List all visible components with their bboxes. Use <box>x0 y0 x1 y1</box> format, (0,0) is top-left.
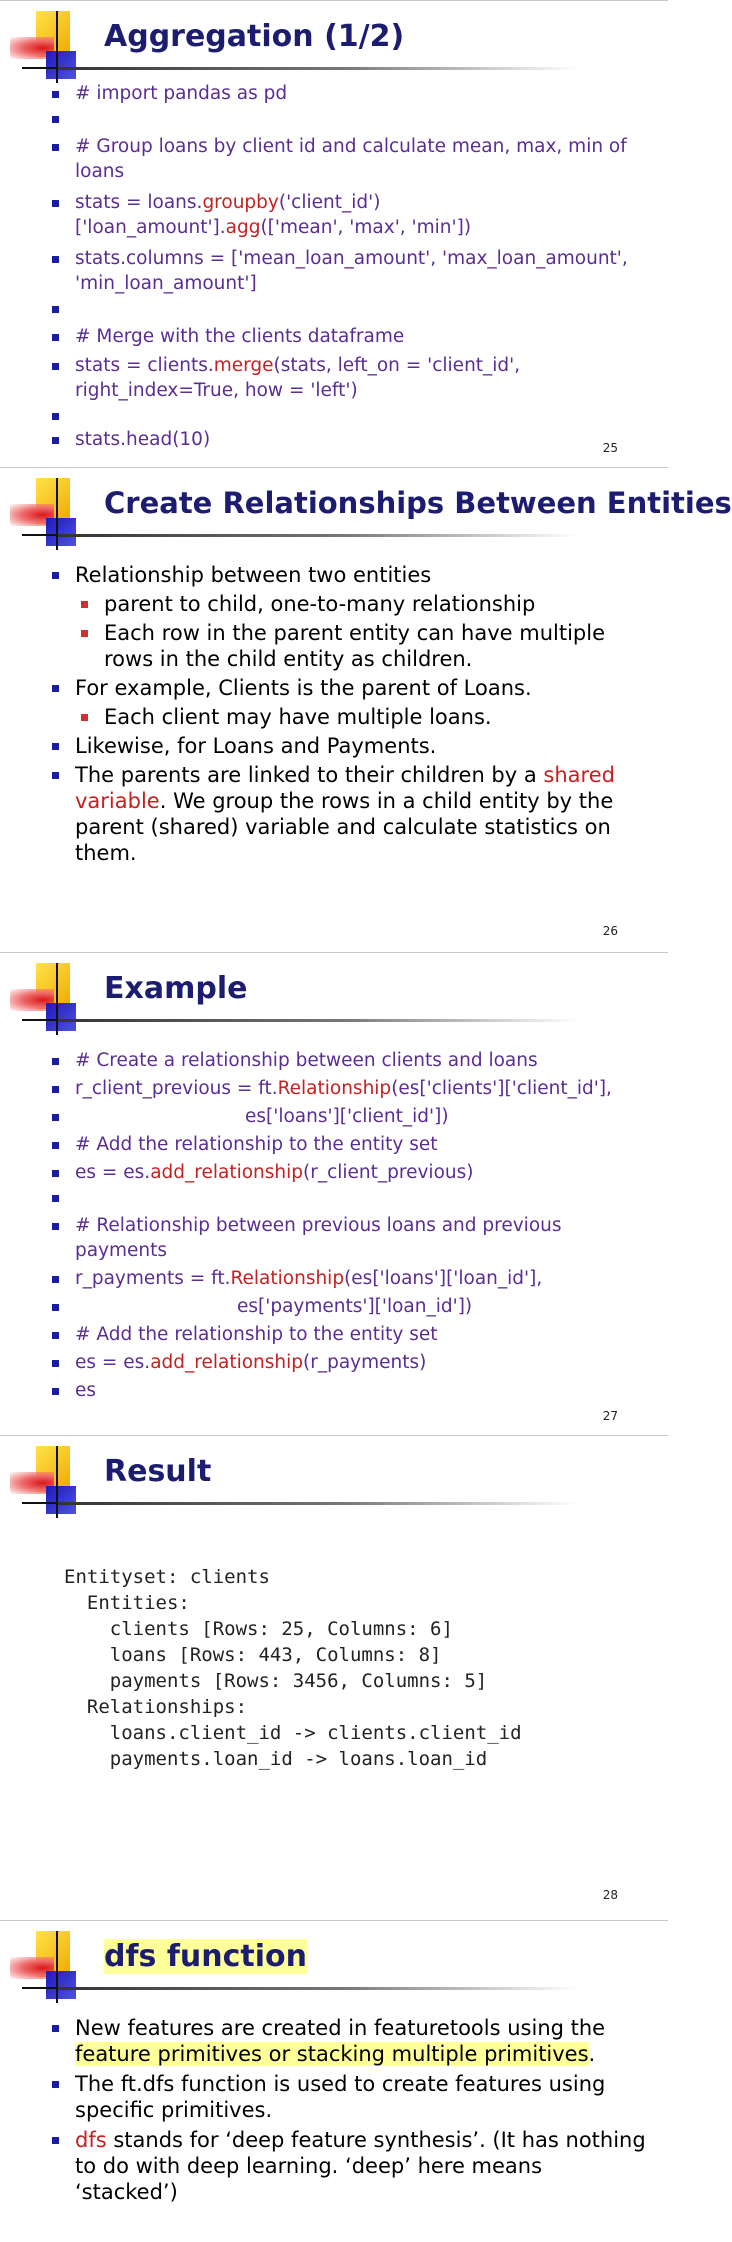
code-line: es = es.add_relationship(r_payments) <box>48 1350 646 1375</box>
slide-result <box>0 1436 668 1920</box>
slide-title: Result <box>104 1454 212 1489</box>
output-line: loans [Rows: 443, Columns: 8] <box>64 1644 442 1666</box>
code-line: es['payments']['loan_id']) <box>48 1294 646 1319</box>
code-list <box>48 1048 646 1403</box>
slide-title: Create Relationships Between Entities <box>104 486 732 520</box>
code-line: # Relationship between previous loans and previous payments <box>48 1213 646 1263</box>
output-line: payments [Rows: 3456, Columns: 5] <box>64 1670 488 1692</box>
slide-aggregation <box>0 1 668 467</box>
code-line: # import pandas as pd <box>48 81 646 106</box>
bullet: Likewise, for Loans and Payments. <box>48 733 646 759</box>
page-number: 25 <box>602 441 618 455</box>
output-line: loans.client_id -> clients.client_id <box>64 1722 522 1744</box>
title-underline <box>58 1019 578 1022</box>
page-number: 28 <box>602 1888 618 1902</box>
output-line: Entityset: clients <box>64 1566 270 1588</box>
sub-bullet: Each client may have multiple loans. <box>48 704 646 730</box>
bullet: Relationship between two entities <box>48 562 646 588</box>
slide-logo-icon <box>10 478 80 550</box>
page-number: 26 <box>602 924 618 938</box>
slide-logo-icon <box>10 11 80 83</box>
code-line: # Merge with the clients dataframe <box>48 324 646 349</box>
bullet: For example, Clients is the parent of Loans. <box>48 675 646 701</box>
output-line: Entities: <box>64 1592 190 1614</box>
code-line: # Add the relationship to the entity set <box>48 1322 646 1347</box>
slide-dfs <box>0 1921 668 2242</box>
slide-relationships <box>0 468 732 952</box>
code-line: stats.columns = ['mean_loan_amount', 'max_loan_amount', 'min_loan_amount'] <box>48 246 646 296</box>
code-line: stats = loans.groupby('client_id')['loan_amount'].agg(['mean', 'max', 'min']) <box>48 190 646 240</box>
spacer <box>48 1185 646 1213</box>
entityset-output <box>64 1564 522 1772</box>
bullet: New features are created in featuretools using the feature primitives or stacking multiple primitives. <box>48 2015 646 2067</box>
spacer <box>48 296 646 324</box>
slide-example <box>0 953 668 1435</box>
code-line: es = es.add_relationship(r_client_previous) <box>48 1160 646 1185</box>
slide-logo-icon <box>10 1446 80 1518</box>
title-underline <box>58 534 578 537</box>
title-underline <box>58 1502 578 1505</box>
slide-title: dfs function <box>104 1939 307 1974</box>
spacer <box>48 403 646 427</box>
slide-logo-icon <box>10 963 80 1035</box>
bullet-list <box>48 562 646 866</box>
bullet-list <box>48 2015 646 2205</box>
code-line: # Add the relationship to the entity set <box>48 1132 646 1157</box>
code-line: es['loans']['client_id']) <box>48 1104 646 1129</box>
code-line: # Create a relationship between clients and loans <box>48 1048 646 1073</box>
output-line: payments.loan_id -> loans.loan_id <box>64 1748 488 1770</box>
sub-bullet: parent to child, one-to-many relationship <box>48 591 646 617</box>
slide-title: Example <box>104 971 248 1006</box>
spacer <box>48 106 646 134</box>
title-underline <box>58 1987 578 1990</box>
bullet: The ft.dfs function is used to create features using specific primitives. <box>48 2071 646 2123</box>
code-line: # Group loans by client id and calculate mean, max, min of loans <box>48 134 646 184</box>
code-line: stats = clients.merge(stats, left_on = 'client_id', right_index=True, how = 'left') <box>48 353 646 403</box>
output-line: Relationships: <box>64 1696 248 1718</box>
title-underline <box>58 67 578 70</box>
bullet: The parents are linked to their children by a shared variable. We group the rows in a child entity by the parent (shared) variable and calculate statistics on them. <box>48 762 646 866</box>
code-line: es <box>48 1378 646 1403</box>
code-line: r_payments = ft.Relationship(es['loans']['loan_id'], <box>48 1266 646 1291</box>
code-line: r_client_previous = ft.Relationship(es['clients']['client_id'], <box>48 1076 646 1101</box>
page-number: 27 <box>602 1409 618 1423</box>
sub-bullet: Each row in the parent entity can have multiple rows in the child entity as children. <box>48 620 646 672</box>
slide-logo-icon <box>10 1931 80 2003</box>
slide-title: Aggregation (1/2) <box>104 19 405 54</box>
code-line: stats.head(10) <box>48 427 646 452</box>
output-line: clients [Rows: 25, Columns: 6] <box>64 1618 453 1640</box>
bullet: dfs stands for ‘deep feature synthesis’. (It has nothing to do with deep learning. ‘deep’ here means ‘stacked’) <box>48 2127 646 2205</box>
code-list <box>48 81 646 452</box>
